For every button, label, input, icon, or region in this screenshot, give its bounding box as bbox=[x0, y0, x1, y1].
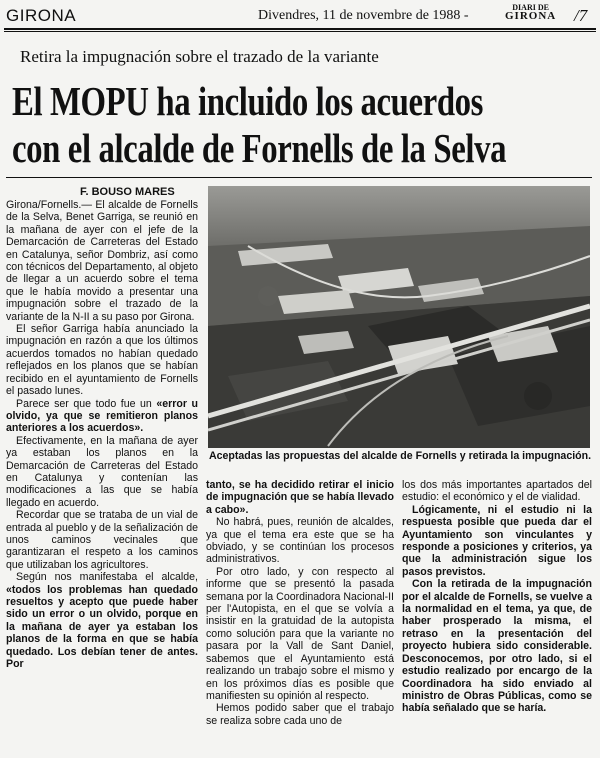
header-rule-thin bbox=[4, 31, 596, 32]
col1-p6-quote: «todos los problemas han quedado resueltos y acepto que puede haber sido un error o un olvido, porque en la mañana de ayer ya estaban los planos de la forma en que se había quedado. Los debían tener de antes. Por bbox=[6, 583, 198, 671]
col2-paragraph-1: tanto, se ha decidido retirar el inicio de impugnación que se había llevado a cabo». bbox=[206, 479, 394, 516]
issue-date: Divendres, 11 de novembre de 1988 - bbox=[258, 8, 469, 23]
col2-paragraph-2: No habrá, pues, reunión de alcaldes, ya que el tema era este que se ha obviado, y se continúan los procesos administrativos. bbox=[206, 516, 394, 566]
headline-line-1: El MOPU ha incluido los acuerdos bbox=[12, 78, 484, 124]
col3-paragraph-3: Con la retirada de la impugnación por el alcalde de Fornells, se vuelve a la normalidad en el tema, ya que, de haber prosperado la misma, el retraso en la presentación del proyecto hubiera sido considerable. Desconocemos, por otro lado, si el estudio realizado por encargo de la Coordinadora ha sido enviado al ministro de Obras Públicas, como se había señalado que se haría. bbox=[402, 578, 592, 715]
aerial-photo bbox=[208, 186, 590, 448]
col1-paragraph-5: Recordar que se trataba de un vial de entrada al pueblo y de la señalización de unos caminos vecinales que garantizaran el respeto a los caminos que utilizaban los agricultores. bbox=[6, 509, 199, 571]
col1-paragraph-1: Girona/Fornells.— El alcalde de Fornells de la Selva, Benet Garriga, se reunió en la mañana de ayer con el jefe de la Demarcación de Carreteras del Estado en Catalunya, señor Dombriz, así como con técnicos del Departamento, al objeto de llegar a un acuerdo sobre el tema que le había movido a presentar una impugnación sobre el trazado de la variante de la N-II a su paso por Girona. bbox=[6, 199, 198, 323]
col3-paragraph-1: los dos más importantes apartados del estudio: el económico y el de vialidad. bbox=[402, 479, 592, 504]
photo-caption: Aceptadas las propuestas del alcalde de Fornells y retirada la impugnación. bbox=[208, 450, 592, 462]
col2-paragraph-3: Por otro lado, y con respecto al informe que se presentó la pasada semana por la Coordinadora Nacional-II per l'Autopista, en el que se volvía a insistir en la gratuidad de la autopista como solución para que la variante no pasara por la Vall de Sant Daniel, sabemos que el Ayuntamiento está realizando un trabajo sobre el mismo y en los próximos días es posible que manifiesten su opinión al respecto. bbox=[206, 565, 394, 702]
logo-top: DIARI DE bbox=[512, 3, 549, 12]
aerial-photo-image bbox=[208, 186, 590, 448]
page-number: /7 bbox=[574, 6, 588, 25]
section-label: GIRONA bbox=[6, 6, 77, 25]
col1-paragraph-3 bbox=[6, 398, 198, 435]
newspaper-logo bbox=[505, 3, 556, 21]
column-3 bbox=[402, 479, 592, 715]
col1-p3-quote: «error u olvido, ya que se remitieron planos anteriores a los acuerdos». bbox=[6, 397, 198, 435]
header-rule bbox=[4, 28, 596, 30]
col1-paragraph-6 bbox=[6, 571, 198, 670]
col2-paragraph-4: Hemos podido saber que el trabajo se realiza sobre cada uno de bbox=[206, 702, 394, 727]
col1-p6-text: Según nos manifestaba el alcalde, bbox=[16, 571, 198, 584]
logo-name: GIRONA bbox=[505, 10, 557, 22]
column-1 bbox=[6, 199, 198, 670]
headline-line-2: con el alcalde de Fornells de la Selva bbox=[12, 125, 507, 171]
headline-rule bbox=[6, 177, 592, 178]
col1-paragraph-4: Efectivamente, en la mañana de ayer ya estaban los planos en la Demarcación de Carreteras del Estado en Catalunya y contenían las modificaciones a las que se había llegado en acuerdo. bbox=[6, 434, 198, 509]
byline: F. BOUSO MARES bbox=[80, 186, 175, 198]
col3-paragraph-2: Lógicamente, ni el estudio ni la respuesta posible que pueda dar el Ayuntamiento son vinculantes y responde a posiciones y criterios, ya que la administración sigue los pasos previstos. bbox=[402, 503, 592, 578]
col1-p3-text: Parece ser que todo fue un bbox=[16, 397, 157, 410]
article-headline bbox=[12, 78, 507, 172]
article-subtitle: Retira la impugnación sobre el trazado de la variante bbox=[20, 47, 379, 66]
col1-paragraph-2: El señor Garriga había anunciado la impugnación en razón a que los últimos acuerdos tomados no habían quedado reflejados en los planos que se habían recibido en el ayuntamiento de Fornells el pasado lunes. bbox=[6, 323, 198, 398]
column-2 bbox=[206, 479, 394, 727]
